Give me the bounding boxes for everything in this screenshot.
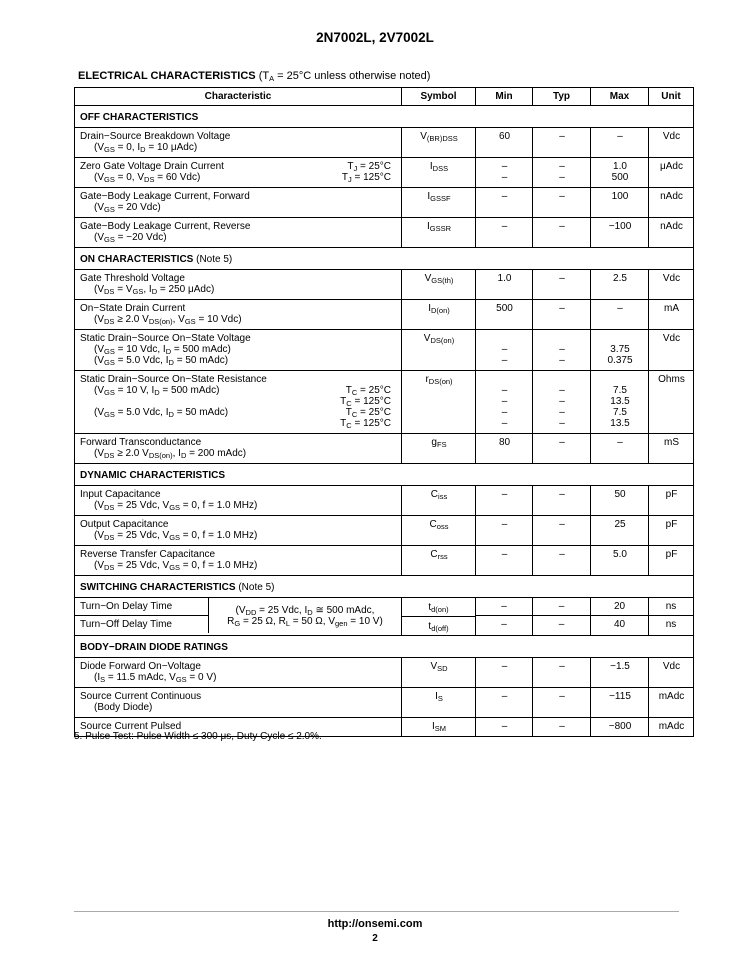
table-row (75, 688, 694, 718)
row-unit: nAdc (649, 218, 694, 248)
table-row (75, 218, 694, 248)
row-typ: – (533, 434, 591, 464)
row-unit: mA (649, 300, 694, 330)
row-conditions: ($V_{GS} = 10$ V, $I_D = 500$ mAdc) (94, 385, 220, 397)
table-row (75, 128, 694, 158)
table-row (75, 516, 694, 546)
row-unit: pF (649, 546, 694, 576)
row-symbol: $I_S$ (402, 688, 476, 718)
row-min: – – (476, 598, 533, 636)
section-dynamic: DYNAMIC CHARACTERISTICS (75, 464, 694, 486)
row-name: Gate−Body Leakage Current, Forward (80, 191, 250, 202)
table-row (75, 270, 694, 300)
row-unit: Vdc (649, 658, 694, 688)
row-name: Gate−Body Leakage Current, Reverse (80, 221, 251, 232)
row-symbol: $V_{GS(th)}$ (402, 270, 476, 300)
table-row: Static Drain−Source On−State Resistance ($V_{GS} = 10$ V, $I_D = 500$ mAdc) $T_C = 25^\circ C$ $T_C = 125^\circ C$ ($V_{GS} = 5.0$ Vdc, $I_D = 50$ mAdc) $T_C = 25^\circ C$ $T_C = 125^\circ C$ $r_{DS(on)}$ – – – – – – – – 7.5 13.5 7.5 13.5 Ohms (75, 371, 694, 434)
row-name-2: (Body Diode) (94, 702, 153, 713)
row-symbol: $C_{iss}$ (402, 486, 476, 516)
row-typ: – – – – (533, 371, 591, 434)
row-symbol: $V_{(BR)DSS}$ (402, 128, 476, 158)
row-symbol: $I_{D(on)}$ (402, 300, 476, 330)
row-max: −100 (591, 218, 649, 248)
row-min: – (476, 718, 533, 737)
header-unit: Unit (649, 88, 694, 106)
row-unit: mAdc (649, 718, 694, 737)
row-typ: – – (533, 598, 591, 636)
table-row (75, 188, 694, 218)
row-min: – – – – (476, 371, 533, 434)
section-body-drain: BODY−DRAIN DIODE RATINGS (75, 636, 694, 658)
header-symbol: Symbol (402, 88, 476, 106)
row-temp-1: $T_J = 25^\circ C$ (347, 161, 391, 173)
row-typ: – (533, 516, 591, 546)
row-typ: – (533, 718, 591, 737)
table-heading-bold: ELECTRICAL CHARACTERISTICS (78, 70, 256, 82)
row-typ: – (533, 300, 591, 330)
table-row (75, 546, 694, 576)
row-symbol: $V_{SD}$ (402, 658, 476, 688)
row-typ: – (533, 658, 591, 688)
row-name: On−State Drain Current (80, 303, 186, 314)
row-symbol: $V_{DS(on)}$ (402, 330, 476, 371)
row-min: 1.0 (476, 270, 533, 300)
row-name: Diode Forward On−Voltage (80, 661, 201, 672)
row-min: 60 (476, 128, 533, 158)
row-max: 2.5 (591, 270, 649, 300)
row-name: Drain−Source Breakdown Voltage (80, 131, 231, 142)
row-unit: nAdc (649, 188, 694, 218)
row-conditions: ($V_{DS} = 25$ Vdc, $V_{GS} = 0$, f = 1.0 MHz) (94, 500, 258, 512)
page-title: 2N7002L, 2V7002L (316, 30, 434, 45)
electrical-characteristics-table (74, 87, 694, 737)
row-min: – (476, 516, 533, 546)
row-name: Source Current Pulsed (80, 721, 182, 732)
row-typ: – – (533, 158, 591, 188)
row-name: Zero Gate Voltage Drain Current (80, 161, 224, 172)
row-max: – (591, 300, 649, 330)
row-unit: pF (649, 516, 694, 546)
row-max: 7.5 13.5 7.5 13.5 (591, 371, 649, 434)
page-number: 2 (372, 933, 378, 944)
row-conditions: ($V_{DD} = 25$ Vdc, $I_D$ ≅ 500 mAdc, $R_G = 25$ Ω, $R_L = 50$ Ω, $V_{gen} = 10$ V) (227, 604, 383, 628)
row-min: – (476, 658, 533, 688)
row-max: 1.0 500 (591, 158, 649, 188)
row-conditions: ($V_{DS} \ge 2.0$ $V_{DS(on)}$, $I_D = 200$ mAdc) (94, 448, 247, 460)
row-conditions: ($I_S = 11.5$ mAdc, $V_{GS} = 0$ V) (94, 672, 217, 684)
table-heading (78, 70, 430, 82)
row-typ: – (533, 688, 591, 718)
row-typ: – (533, 188, 591, 218)
table-row (75, 434, 694, 464)
row-typ: – (533, 546, 591, 576)
row-conditions: ($V_{GS} = 0$, $I_D = 10$ μAdc) (94, 142, 198, 154)
row-temp-2: $T_J = 125^\circ C$ (341, 172, 391, 184)
row-conditions: ($V_{DS} \ge 2.0$ $V_{DS(on)}$, $V_{GS} = 10$ Vdc) (94, 314, 242, 326)
row-name: Input Capacitance (80, 489, 161, 500)
header-typ: Typ (533, 88, 591, 106)
row-name: Output Capacitance (80, 519, 169, 530)
row-unit: Ohms (649, 371, 694, 434)
row-typ: – – (533, 330, 591, 371)
footer-divider (74, 911, 679, 912)
row-max: −800 (591, 718, 649, 737)
row-min: – (476, 218, 533, 248)
row-symbol: $I_{GSSR}$ (402, 218, 476, 248)
row-unit: Vdc (649, 128, 694, 158)
row-unit: Vdc (649, 270, 694, 300)
row-name: Source Current Continuous (80, 691, 202, 702)
row-symbol: $r_{DS(on)}$ (402, 371, 476, 434)
row-name: Static Drain−Source On−State Voltage (80, 333, 251, 344)
row-name: Reverse Transfer Capacitance (80, 549, 216, 560)
row-symbol: $I_{GSSF}$ (402, 188, 476, 218)
row-max: 25 (591, 516, 649, 546)
row-conditions: ($V_{GS} = 0$, $V_{DS} = 60$ Vdc) (94, 172, 201, 184)
row-name: Turn−On Delay Time (75, 598, 209, 616)
row-max: −1.5 (591, 658, 649, 688)
row-conditions: ($V_{DS} = 25$ Vdc, $V_{GS} = 0$, f = 1.0 MHz) (94, 560, 258, 572)
row-unit: Vdc (649, 330, 694, 371)
row-unit: μAdc (649, 158, 694, 188)
row-unit: mS (649, 434, 694, 464)
section-switching: SWITCHING CHARACTERISTICS (Note 5) (75, 576, 694, 598)
header-characteristic: Characteristic (75, 88, 402, 106)
row-max: 5.0 (591, 546, 649, 576)
row-unit: pF (649, 486, 694, 516)
row-conditions: ($V_{GS} = 5.0$ Vdc, $I_D = 50$ mAdc) (94, 355, 229, 367)
table-row (75, 598, 694, 636)
row-typ: – (533, 270, 591, 300)
row-min: – (476, 546, 533, 576)
row-conditions: ($V_{DS} = V_{GS}$, $I_D = 250$ μAdc) (94, 284, 215, 296)
row-symbol: $C_{rss}$ (402, 546, 476, 576)
row-conditions: ($V_{GS} = 10$ Vdc, $I_D = 500$ mAdc) (94, 344, 231, 356)
row-unit: mAdc (649, 688, 694, 718)
table-header-row (75, 88, 694, 106)
row-typ: – (533, 218, 591, 248)
row-min: 80 (476, 434, 533, 464)
row-unit: ns ns (649, 598, 694, 636)
table-row (75, 658, 694, 688)
header-max: Max (591, 88, 649, 106)
row-name: Static Drain−Source On−State Resistance (80, 374, 267, 385)
row-min: – (476, 486, 533, 516)
row-symbol: $I_{SM}$ (402, 718, 476, 737)
row-symbol: $I_{DSS}$ (402, 158, 476, 188)
table-row (75, 330, 694, 371)
row-max: – (591, 128, 649, 158)
row-min: – – (476, 158, 533, 188)
row-max: 100 (591, 188, 649, 218)
table-heading-cond: ($T_A = 25^\circ C$ unless otherwise noted) (258, 70, 431, 83)
row-typ: – (533, 128, 591, 158)
row-symbol: $g_{FS}$ (402, 434, 476, 464)
table-row (75, 300, 694, 330)
row-conditions: ($V_{GS} = 20$ Vdc) (94, 202, 161, 214)
row-typ: – (533, 486, 591, 516)
row-symbol: $t_{d(on)}$ $t_{d(off)}$ (402, 598, 476, 636)
row-min: – (476, 688, 533, 718)
row-name: Forward Transconductance (80, 437, 202, 448)
row-min: – – (476, 330, 533, 371)
row-conditions: ($V_{GS} = -20$ Vdc) (94, 232, 167, 244)
row-conditions: ($V_{GS} = 5.0$ Vdc, $I_D = 50$ mAdc) (94, 407, 229, 419)
row-max: 3.75 0.375 (591, 330, 649, 371)
footnote: 5. Pulse Test: Pulse Width ≤ 300 μs, Duty Cycle ≤ 2.0%. (74, 731, 322, 742)
row-max: −115 (591, 688, 649, 718)
footer-url-link[interactable]: http://onsemi.com (327, 918, 423, 930)
row-min: – (476, 188, 533, 218)
table-row (75, 158, 694, 188)
row-name: Turn−Off Delay Time (75, 616, 209, 634)
row-name: Gate Threshold Voltage (80, 273, 185, 284)
section-on: ON CHARACTERISTICS (Note 5) (75, 248, 694, 270)
header-min: Min (476, 88, 533, 106)
row-min: 500 (476, 300, 533, 330)
row-conditions: ($V_{DS} = 25$ Vdc, $V_{GS} = 0$, f = 1.0 MHz) (94, 530, 258, 542)
section-off: OFF CHARACTERISTICS (75, 106, 694, 128)
row-symbol: $C_{oss}$ (402, 516, 476, 546)
row-max: 50 (591, 486, 649, 516)
row-max: – (591, 434, 649, 464)
table-row (75, 486, 694, 516)
row-max: 20 40 (591, 598, 649, 636)
